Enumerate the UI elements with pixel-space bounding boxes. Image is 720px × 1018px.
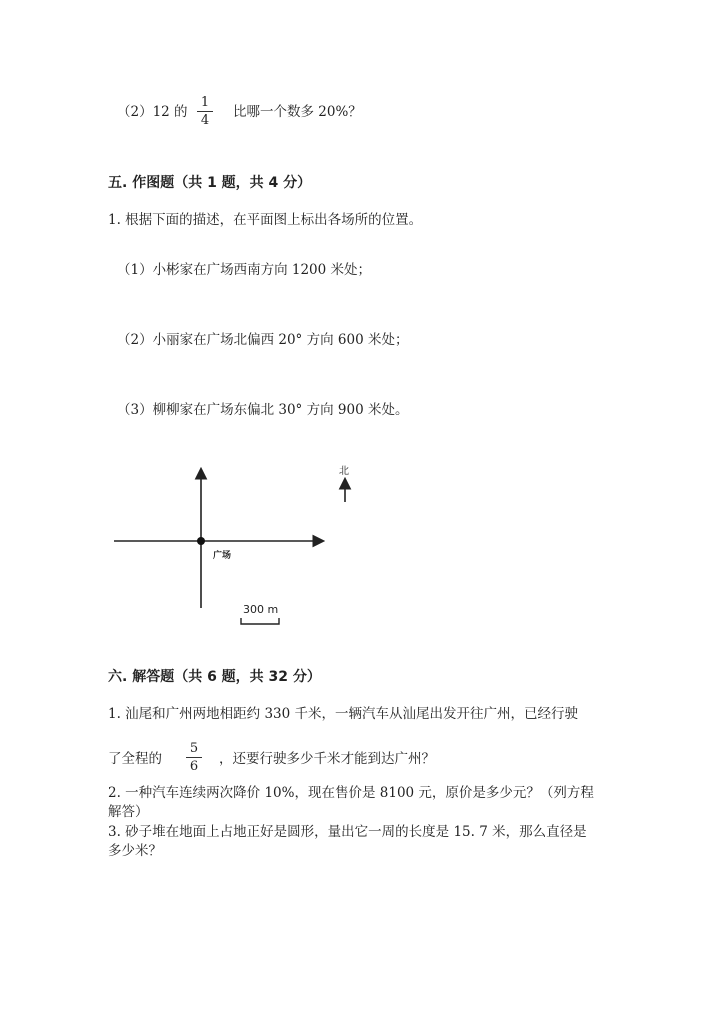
- question-text: 多少米？: [108, 843, 162, 859]
- fraction-denominator: 6: [189, 759, 199, 774]
- fraction-denominator: 4: [200, 113, 210, 128]
- list-item: （2）小丽家在广场北偏西 20° 方向 600 米处；: [117, 332, 409, 348]
- question-text: 解答）: [108, 804, 149, 820]
- question-text: 3. 砂子堆在地面上占地正好是圆形，量出它一周的长度是 15. 7 米，那么直径是: [108, 824, 587, 840]
- question-text: 2. 一种汽车连续两次降价 10%，现在售价是 8100 元，原价是多少元？（列方程: [108, 785, 594, 801]
- fraction-numerator: 5: [189, 741, 199, 756]
- question-text: ，还要行驶多少千米才能到达广州？: [219, 751, 435, 767]
- question-text: 1. 汕尾和广州两地相距约 330 千米，一辆汽车从汕尾出发开往广州，已经行驶: [108, 706, 579, 722]
- question-text: 比哪一个数多 20%？: [233, 104, 362, 120]
- scale-label: 300 m: [243, 603, 279, 616]
- list-item: （3）柳柳家在广场东偏北 30° 方向 900 米处。: [117, 402, 409, 418]
- question-text: 1. 根据下面的描述，在平面图上标出各场所的位置。: [108, 212, 423, 228]
- question-text: 了全程的: [108, 751, 162, 767]
- center-point: [197, 537, 205, 545]
- list-item: （1）小彬家在广场西南方向 1200 米处；: [117, 262, 372, 278]
- fraction-numerator: 1: [200, 95, 210, 110]
- scale-bar: [241, 618, 279, 624]
- question-text: （2）12 的: [117, 104, 188, 120]
- section-heading: 五. 作图题（共 1 题，共 4 分）: [108, 175, 312, 191]
- north-label: 北: [339, 466, 349, 477]
- fraction: [186, 741, 202, 774]
- center-label: 广场: [213, 551, 232, 561]
- section-heading: 六. 解答题（共 6 题，共 32 分）: [108, 669, 321, 685]
